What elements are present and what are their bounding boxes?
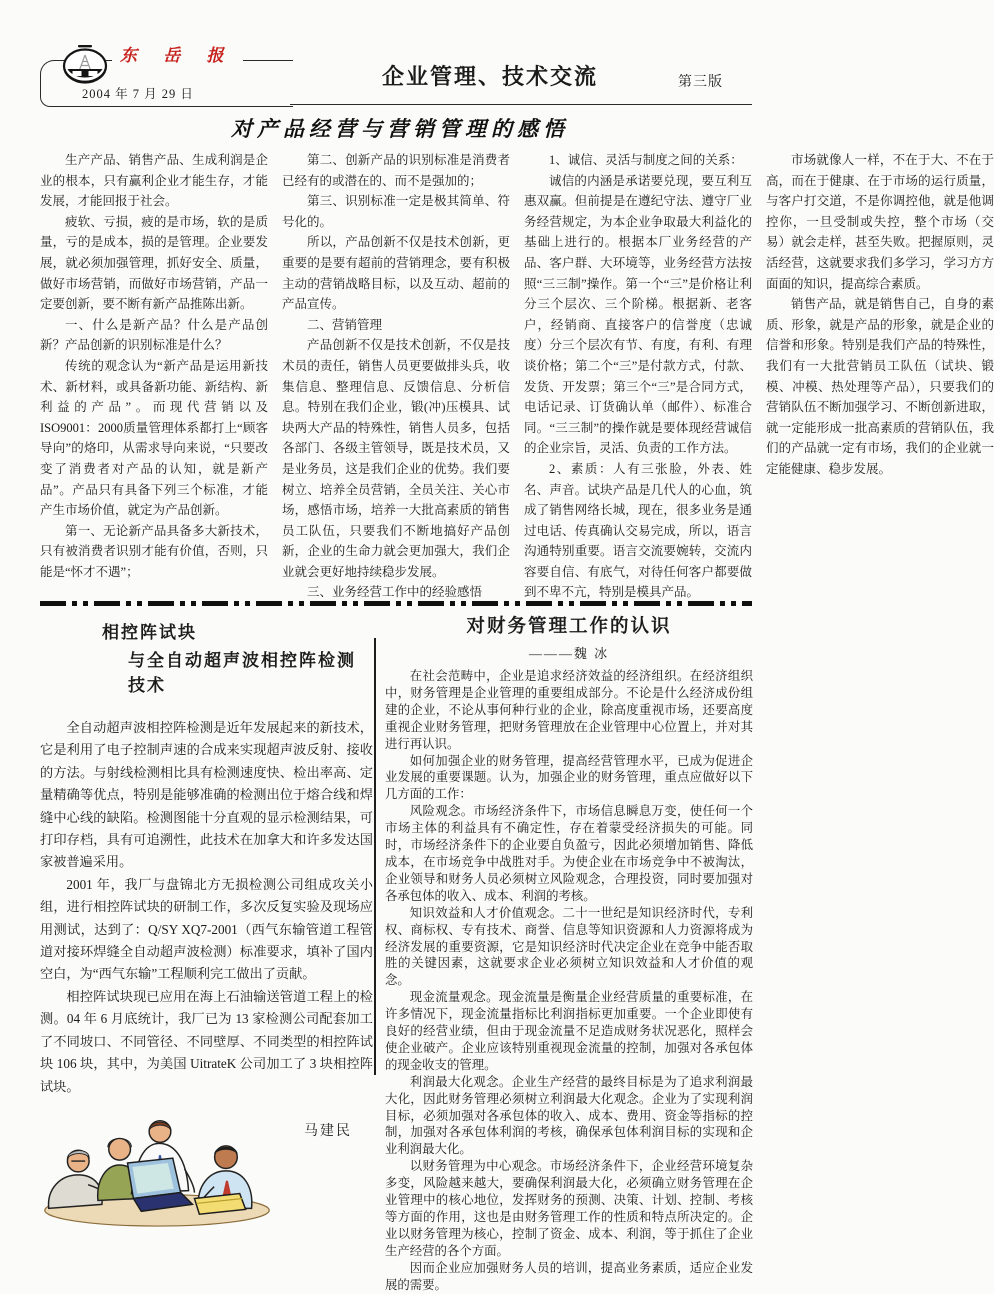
paragraph: 诚信的内涵是承诺要兑现，要互利互惠双赢。但前提是在遵纪守法、遵守厂业务经营规定，为本企业争取最大利益化的基础上进行的。根据本厂业务经营的产品、客户群、大环境等，业务经营方法按照“三三制”操作。第一个“三”是价格让利分三个层次、三个阶梯。根据新、老客户，经销商、直接客户的信誉度（忠诚度）分三个层次有节、有度，有利、有理谈价格；第二个“三”是付款方式，付款、发货、开发票；第三个“三”是合同方式，电话记录、订货确认单（邮件）、标准合同。“三三制”的操作就是要体现经营诚信的企业宗旨，灵活、负责的工作方法。 <box>524 173 752 456</box>
paragraph: 第三、识别标准一定是极其简单、符号化的。 <box>282 194 510 229</box>
paragraph: 疲软、亏损，疲的是市场，软的是质量，亏的是成本，损的是管理。企业要发展，就必须加强管理，抓好安全、质量，做好市场营销，而做好市场营销，产品一定要创新，要不断有新产品推陈出新。 <box>40 214 268 312</box>
paragraph: 2、素质：人有三张脸，外表、姓名、声音。试块产品是几代人的心血，筑成了销售网络长城，现在，很多业务是通过电话、传真确认交易完成，所以，语言沟通特别重要。语言交流要婉转，交流内容要自信、有底气，对待任何客户都要做到不卑不亢，特别是模具产品。 <box>524 461 752 600</box>
left-article-footer <box>40 1102 373 1230</box>
left-article <box>40 618 373 1230</box>
meeting-clipart-image <box>40 1102 278 1230</box>
paragraph: 第一、无论新产品具备多大新技术，只有被消费者识别才能有价值，否则，只能是“怀才不遇”； <box>40 523 268 579</box>
paragraph: 三、业务经营工作中的经验感悟 <box>307 585 483 600</box>
right-article-title: 对财务管理工作的认识 <box>466 617 672 637</box>
paragraph: 一、什么是新产品？什么是产品创新？产品创新的识别标准是什么？ <box>40 317 268 353</box>
paragraph: 第二、创新产品的识别标准是消费者已经有的或潜在的、而不是强加的； <box>282 153 510 188</box>
right-article <box>385 612 753 1294</box>
paper-name: 东 岳 报 <box>112 46 243 66</box>
paragraph: 相控阵试块现已应用在海上石油输送管道工程上的检测。04 年 6 月底统计，我厂已为 13 家检测公司配套加工了不同坡口、不同管径、不同壁厚、不同类型的相控阵试块 106 块，其中，为美国 UitrateK 公司加工了 3 块相控阵试块。 <box>40 988 373 1094</box>
paragraph: 在社会范畴中，企业是追求经济效益的经济组织。在经济组织中，财务管理是企业管理的重要组成部分。不论是什么经济成份组建的企业，不论从事何种行业的企业，除高度重视市场，还要高度重视企业财务管理，把财务管理放在企业管理中心位置上，并对其进行再认识。 <box>385 669 753 751</box>
paragraph: 生产产品、销售产品、生成利润是企业的根本，只有赢利企业才能生存，才能发展，才能回报于社会。 <box>40 153 268 209</box>
left-article-title-line1: 相控阵试块 <box>102 623 197 642</box>
newspaper-logo-icon <box>62 44 108 86</box>
paragraph: 所以，产品创新不仅是技术创新，更重要的是要有超前的营销理念，要有积极主动的营销战略目标，以及互动、超前的产品宣传。 <box>282 235 510 312</box>
paragraph: 2001 年，我厂与盘锦北方无损检测公司组成攻关小组，进行相控阵试块的研制工作，多次反复实验及现场应用测试，达到了：Q/SY XQ7-2001（西气东输管道工程管道对接环焊缝全自动超声波检测）标准要求，填补了国内空白，为“西气东输”工程顺利完工做出了贡献。 <box>40 876 373 982</box>
paragraph: 如何加强企业的财务管理，提高经营管理水平，已成为促进企业发展的重要课题。认为，加强企业的财务管理，重点应做好以下几方面的工作： <box>385 753 753 802</box>
paragraph: 产品创新不仅是技术创新，不仅是技术员的责任，销售人员更要做排头兵，收集信息、整理信息、反馈信息、分析信息。特别在我们企业，锻(冲)压模具、试块两大产品的特殊性，销售人员多，包括各部门、各级主管领导，既是技术员，又是业务员，这是我们企业的优势。我们要树立、培养全员营销，全员关注、关心市场，感悟市场，培养一大批高素质的销售员工队伍，只要我们不断地搞好产品创新，企业的生命力就会更加强大，我们企业就会更好地持续稳步发展。 <box>282 338 510 579</box>
paragraph: 以财务管理为中心观念。市场经济条件下，企业经营环境复杂多变，风险越来越大，要确保利润最大化，必须确立财务管理在企业管理中的核心地位，发挥财务的预测、决策、计划、控制、考核等方面的作用，这也是由财务管理工作的性质和特点所决定的。企业以财务管理为核心，控制了资金、成本、利润，等于抓住了企业生产经营的各个方面。 <box>385 1159 753 1258</box>
paragraph: 全自动超声波相控阵检测是近年发展起来的新技术，它是利用了电子控制声速的合成来实现超声波反射、接收的方法。与射线检测相比具有检测速度快、检出率高、定量精确等优点，特别是能够准确的检测出位于熔合线和焊缝中心线的缺陷。检测图能十分直观的显示检测结果，可打印存档，具有可追溯性，此技术在加拿大和许多发达国家被普遍采用。 <box>40 720 373 870</box>
paragraph: 销售产品，就是销售自己，自身的素质、形象，就是产品的形象，就是企业的信誉和形象。特别是我们产品的特殊性，我们有一大批营销员工队伍（试块、锻模、冲模、热处理等产品），只要我们的营销队伍不断加强学习、不断创新进取，就一定能形成一批高素质的营销队伍，我们的产品就一定有市场，我们的企业就一定能健康、稳步发展。 <box>766 297 994 476</box>
paragraph: 传统的观念认为“新产品是运用新技术、新材料，或具备新功能、新结构、新利益的产品”。而现代营销以及 ISO9001：2000质量管理体系都打上“顾客导向”的烙印，从需求导向来说，“只要改变了消费者对产品的认知，就是新产品”。产品只有具备下列三个标准，才能产生市场价值，就定为产品创新。 <box>40 358 268 518</box>
paragraph: 利润最大化观念。企业生产经营的最终目标是为了追求利润最大化，因此财务管理必须树立利润最大化观念。企业为了实现利润目标，必须加强对各承包体的收入、成本、费用、资金等指标的控制，加强对各承包体利润的考核，确保承包体利润目标的实现和企业利润最大化。 <box>385 1074 753 1157</box>
right-article-author: ———魏 冰 <box>528 646 610 661</box>
right-article-body <box>385 668 753 1294</box>
column-divider-rule <box>374 638 376 1075</box>
left-article-body <box>40 717 373 1098</box>
paragraph: 二、营销管理 <box>307 317 383 332</box>
paragraph: 因而企业应加强财务人员的培训，提高业务素质，适应企业发展的需要。 <box>385 1260 753 1292</box>
left-article-author: 马建民 <box>304 1123 352 1139</box>
main-article-title: 对产品经营与营销管理的感悟 <box>231 117 569 141</box>
dash-dot-divider <box>40 601 752 606</box>
issue-date: 2004 年 7 月 29 日 <box>82 87 194 101</box>
left-article-title-line2: 与全自动超声波相控阵检测技术 <box>128 651 356 695</box>
paragraph: 市场就像人一样，不在于大、不在于高，而在于健康、在于市场的运行质量，与客户打交道，不是你调控他，就是他调控你，一旦受制或失控，整个市场（交易）就会走样，甚至失败。把握原则，灵活经营，这就要求我们多学习，学习方方面面的知识，提高综合素质。 <box>766 153 994 291</box>
main-article-body <box>40 150 994 608</box>
paragraph: 风险观念。市场经济条件下，市场信息瞬息万变，使任何一个市场主体的利益具有不确定性，存在着蒙受经济损失的可能。同时，市场经济条件下的企业要自负盈亏，因此必须增加销售、降低成本，在市场竞争中战胜对手。为使企业在市场竞争中不被淘汰，企业领导和财务人员必须树立风险观念，合理投资，同时要加强对各承包体的收入、成本、利润的考核。 <box>385 804 753 903</box>
paragraph: 现金流量观念。现金流量是衡量企业经营质量的重要标准，在许多情况下，现金流量指标比利润指标更加重要。一个企业即使有良好的经营业绩，但由于现金流量不足造成财务状况恶化，照样会使企业破产。企业应该特别重视现金流量的控制，加强对各承包体的现金收支的管理。 <box>385 990 753 1072</box>
section-title: 企业管理、技术交流 <box>381 64 598 89</box>
edition-label: 第三版 <box>678 75 723 90</box>
paragraph: 1、诚信、灵活与制度之间的关系： <box>549 153 743 167</box>
masthead-bottom-rule <box>290 104 752 106</box>
paragraph: 知识效益和人才价值观念。二十一世纪是知识经济时代，专利权、商标权、专有技术、商誉、信息等知识资源和人力资源将成为经济发展的重要资源，它是知识经济时代决定企业在竞争中能否取胜的关键因素，这就要求企业必须树立知识效益和人才价值的观念。 <box>385 905 753 988</box>
